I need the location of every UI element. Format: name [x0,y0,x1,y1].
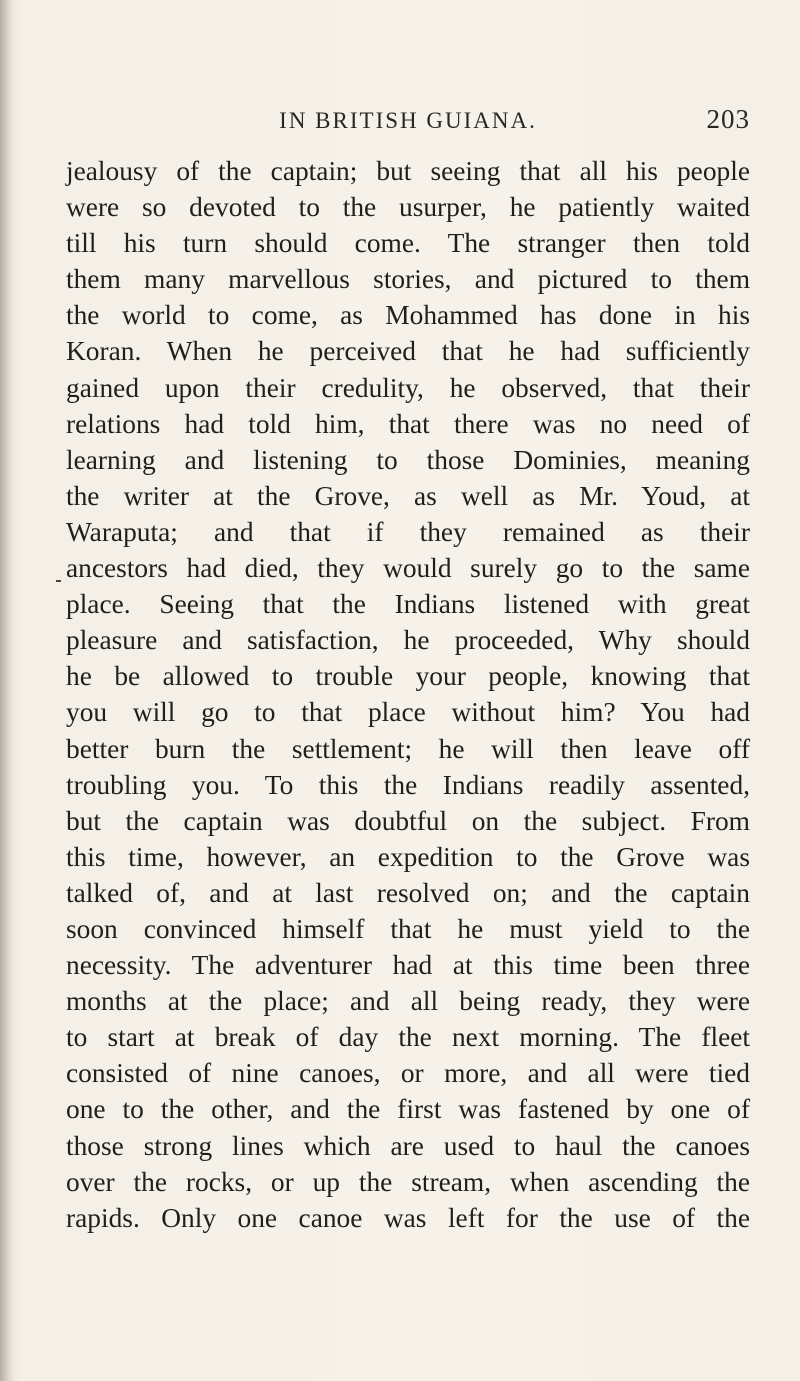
text-line: Koran. When he perceived that he had sufficiently [66,336,750,367]
text-line: pleasure and satisfaction, he proceeded, Why should [66,625,750,656]
text-line: Waraputa; and that if they remained as their [66,516,750,547]
text-line: over the rocks, or up the stream, when ascending the [66,1166,750,1197]
page-number: 203 [706,104,750,134]
text-line: learning and listening to those Dominies, meaning [66,444,750,475]
text-line: he be allowed to trouble your people, knowing that [66,661,750,692]
text-line: rapids. Only one canoe was left for the use of the [66,1202,750,1233]
text-line: place. Seeing that the Indians listened with great [66,589,750,620]
text-line: months at the place; and all being ready, they were [66,986,750,1017]
text-line: ancestors had died, they would surely go to the same [66,553,750,584]
text-line: this time, however, an expedition to the Grove was [66,841,750,872]
text-line: troubling you. To this the Indians readily assented, [66,769,750,800]
text-line: one to the other, and the first was fastened by one of [66,1094,750,1125]
text-line: relations had told him, that there was no need of [66,408,750,439]
text-line: those strong lines which are used to haul the canoes [66,1130,750,1161]
text-line: soon convinced himself that he must yield to the [66,913,750,944]
text-line: till his turn should come. The stranger then told [66,228,750,259]
page-gutter-shadow [0,0,14,1381]
body-text [66,153,750,1236]
margin-mark [56,580,61,582]
text-line: the writer at the Grove, as well as Mr. Youd, at [66,480,750,511]
text-line: to start at break of day the next morning. The fleet [66,1022,750,1053]
text-line: jealousy of the captain; but seeing that all his people [66,156,750,186]
text-line: gained upon their credulity, he observed, that their [66,372,750,403]
text-line: necessity. The adventurer had at this time been three [66,950,750,981]
running-title: IN BRITISH GUIANA. [279,108,537,133]
text-line: but the captain was doubtful on the subject. From [66,805,750,836]
text-line: you will go to that place without him? You had [66,697,750,728]
text-line: the world to come, as Mohammed has done in his [66,300,750,331]
running-head [66,104,750,144]
text-line: better burn the settlement; he will then leave off [66,733,750,764]
text-line: consisted of nine canoes, or more, and all were tied [66,1058,750,1089]
text-line: them many marvellous stories, and pictured to them [66,264,750,295]
text-line: were so devoted to the usurper, he patiently waited [66,192,750,223]
text-line: talked of, and at last resolved on; and the captain [66,877,750,908]
